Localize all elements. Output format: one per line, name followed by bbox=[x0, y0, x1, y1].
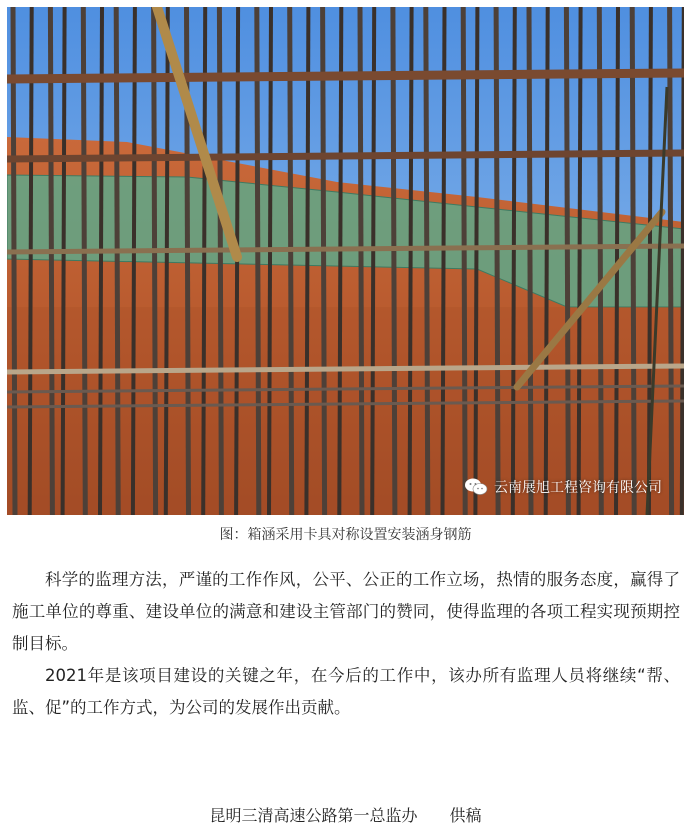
rebar-vertical bbox=[410, 7, 412, 515]
construction-photo bbox=[7, 7, 684, 515]
rebar-vertical bbox=[682, 7, 684, 515]
rebar-vertical bbox=[496, 7, 498, 515]
rebar-vertical bbox=[339, 7, 341, 515]
rebar-vertical bbox=[219, 7, 221, 515]
rebar-vertical bbox=[154, 7, 156, 515]
rebar-vertical bbox=[372, 7, 374, 515]
rebar-vertical bbox=[133, 7, 135, 515]
rebar-vertical bbox=[290, 7, 292, 515]
rebar-vertical bbox=[670, 7, 672, 515]
rebar-vertical bbox=[257, 7, 259, 515]
rebar-vertical bbox=[187, 7, 189, 515]
rebar-vertical bbox=[475, 7, 477, 515]
rebar-vertical bbox=[50, 7, 52, 515]
rebar-vertical bbox=[83, 7, 85, 515]
rebar-vertical bbox=[203, 7, 205, 515]
rebar-vertical bbox=[166, 7, 168, 515]
rebar-vertical bbox=[116, 7, 118, 515]
rebar-vertical bbox=[443, 7, 445, 515]
photo-caption: 图：箱涵采用卡具对称设置安装涵身钢筋 bbox=[219, 527, 472, 543]
rebar-vertical bbox=[546, 7, 548, 515]
rebar-vertical bbox=[426, 7, 428, 515]
rebar-vertical bbox=[269, 7, 271, 515]
rebar-vertical bbox=[579, 7, 581, 515]
paragraph-2: 2021年是该项目建设的关键之年，在今后的工作中，该办所有监理人员将继续“帮、监、促”的工作方式，为公司的发展作出贡献。 bbox=[12, 666, 680, 717]
rebar-horizontal bbox=[7, 73, 684, 79]
watermark-text: 云南展旭工程咨询有限公司 bbox=[494, 480, 662, 496]
rebar-vertical bbox=[566, 7, 568, 515]
rebar-vertical bbox=[306, 7, 308, 515]
rebar-vertical bbox=[393, 7, 395, 515]
rebar-vertical bbox=[463, 7, 465, 515]
rebar-vertical bbox=[632, 7, 634, 515]
rebar-vertical bbox=[360, 7, 362, 515]
rebar-vertical bbox=[529, 7, 531, 515]
wechat-icon bbox=[464, 477, 488, 497]
rebar-vertical bbox=[323, 7, 325, 515]
paragraph-1: 科学的监理方法，严谨的工作作风，公平、公正的工作立场，热情的服务态度，赢得了施工单位的尊重、建设单位的满意和建设主管部门的赞同，使得监理的各项工程实现预期控制目标。 bbox=[12, 570, 680, 653]
rebar-vertical bbox=[599, 7, 601, 515]
watermark bbox=[464, 477, 662, 497]
rebar-vertical bbox=[100, 7, 102, 515]
rebar-cage-image bbox=[7, 7, 684, 515]
byline: 昆明三清高速公路第一总监办 供稿 bbox=[209, 806, 482, 825]
rebar-vertical bbox=[63, 7, 65, 515]
rebar-vertical bbox=[513, 7, 515, 515]
